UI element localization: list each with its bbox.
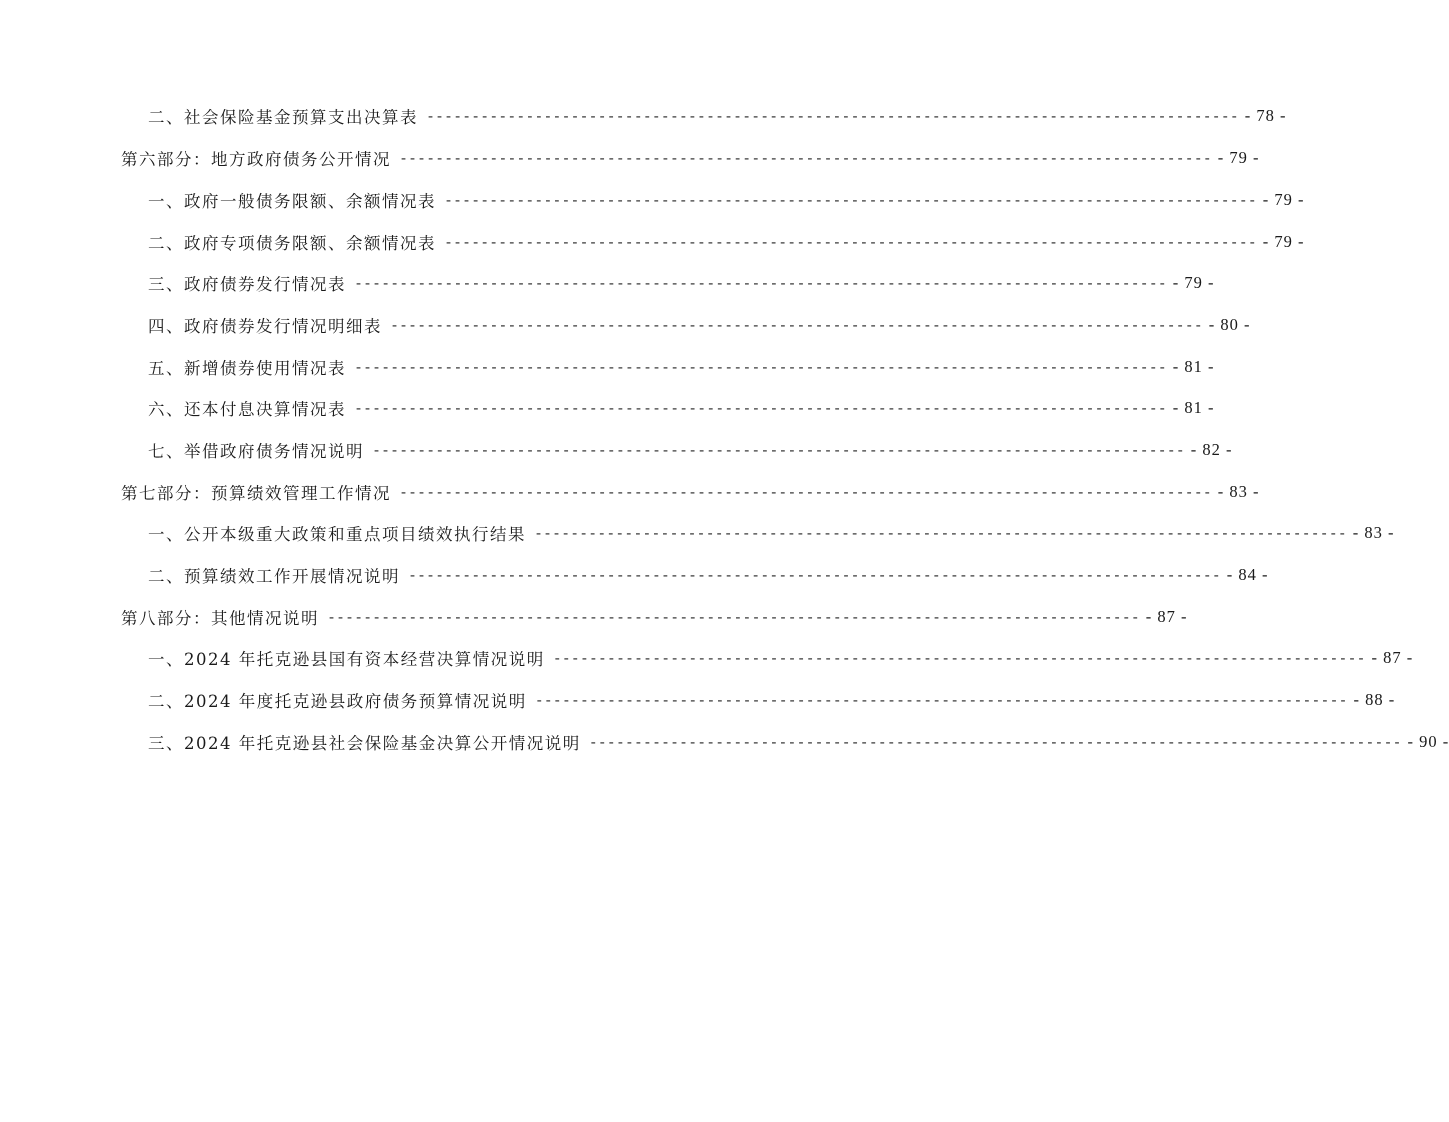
toc-entry-title: 七、举借政府债务情况说明 [148, 442, 364, 461]
toc-entry-page: - 79 - [1262, 190, 1305, 209]
toc-entry-title: 第八部分：其他情况说明 [121, 609, 319, 628]
toc-entry-title: 第六部分：地方政府债务公开情况 [121, 150, 391, 169]
toc-leader: ------------------------------------------------------------------------------------------ [552, 649, 1366, 667]
toc-leader: ------------------------------------------------------------------------------------------ [399, 483, 1212, 501]
toc-entry[interactable] [148, 435, 1233, 465]
toc-entry-title: 一、公开本级重大政策和重点项目绩效执行结果 [148, 525, 526, 544]
toc-entry-title: 二、2024 年度托克逊县政府债务预算情况说明 [148, 692, 527, 711]
toc-entry[interactable] [148, 101, 1287, 131]
toc-entry[interactable] [148, 352, 1215, 382]
toc-entry[interactable] [121, 602, 1188, 632]
toc-leader: ------------------------------------------------------------------------------------------ [354, 274, 1167, 292]
toc-entry-page: - 79 - [1217, 148, 1260, 167]
toc-entry[interactable] [148, 685, 1396, 715]
toc-leader: ------------------------------------------------------------------------------------------ [426, 107, 1239, 125]
toc-entry-page: - 82 - [1190, 440, 1233, 459]
toc-leader: ------------------------------------------------------------------------------------------ [408, 566, 1221, 584]
toc-leader: ------------------------------------------------------------------------------------------ [534, 691, 1348, 709]
toc-entry-title: 五、新增债券使用情况表 [148, 359, 346, 378]
toc-entry-page: - 83 - [1352, 523, 1395, 542]
toc-entry[interactable] [121, 477, 1260, 507]
toc-leader: ------------------------------------------------------------------------------------------ [444, 191, 1257, 209]
toc-entry-title: 二、政府专项债务限额、余额情况表 [148, 234, 436, 253]
toc-entry[interactable] [148, 185, 1305, 215]
toc-entry-page: - 79 - [1262, 232, 1305, 251]
toc-leader: ------------------------------------------------------------------------------------------ [354, 399, 1167, 417]
toc-entry[interactable] [148, 393, 1215, 423]
toc-leader: ------------------------------------------------------------------------------------------ [534, 524, 1347, 542]
toc-entry[interactable] [148, 268, 1215, 298]
toc-leader: ------------------------------------------------------------------------------------------ [390, 316, 1203, 334]
toc-entry-page: - 88 - [1353, 690, 1396, 709]
toc-entry-title: 二、预算绩效工作开展情况说明 [148, 567, 400, 586]
toc-entry-page: - 80 - [1208, 315, 1251, 334]
toc-entry-page: - 90 - [1407, 732, 1449, 751]
toc-entry-title: 第七部分：预算绩效管理工作情况 [121, 484, 391, 503]
toc-leader: ------------------------------------------------------------------------------------------ [588, 733, 1402, 751]
toc-entry-title: 四、政府债券发行情况明细表 [148, 317, 382, 336]
toc-entry-page: - 87 - [1371, 648, 1414, 667]
toc-entry-title: 六、还本付息决算情况表 [148, 400, 346, 419]
toc-entry[interactable] [148, 727, 1449, 757]
toc-entry[interactable] [148, 227, 1305, 257]
toc-entry-title: 三、政府债券发行情况表 [148, 275, 346, 294]
toc-entry-page: - 84 - [1226, 565, 1269, 584]
toc-entry[interactable] [148, 560, 1269, 590]
toc-entry-title: 一、政府一般债务限额、余额情况表 [148, 192, 436, 211]
toc-leader: ------------------------------------------------------------------------------------------ [399, 149, 1212, 167]
toc-entry[interactable] [148, 643, 1414, 673]
toc-leader: ------------------------------------------------------------------------------------------ [372, 441, 1185, 459]
toc-leader: ------------------------------------------------------------------------------------------ [327, 608, 1140, 626]
toc-entry-page: - 87 - [1145, 607, 1188, 626]
toc-leader: ------------------------------------------------------------------------------------------ [444, 233, 1257, 251]
toc-entry[interactable] [121, 143, 1260, 173]
toc-entry-page: - 81 - [1172, 398, 1215, 417]
toc-entry-page: - 79 - [1172, 273, 1215, 292]
toc-entry-page: - 83 - [1217, 482, 1260, 501]
toc-entry-title: 三、2024 年托克逊县社会保险基金决算公开情况说明 [148, 734, 581, 753]
toc-entry-title: 一、2024 年托克逊县国有资本经营决算情况说明 [148, 650, 545, 669]
toc-entry[interactable] [148, 310, 1251, 340]
toc-entry-page: - 78 - [1244, 106, 1287, 125]
toc-leader: ------------------------------------------------------------------------------------------ [354, 358, 1167, 376]
toc-entry[interactable] [148, 518, 1395, 548]
toc-entry-title: 二、社会保险基金预算支出决算表 [148, 108, 418, 127]
toc-entry-page: - 81 - [1172, 357, 1215, 376]
